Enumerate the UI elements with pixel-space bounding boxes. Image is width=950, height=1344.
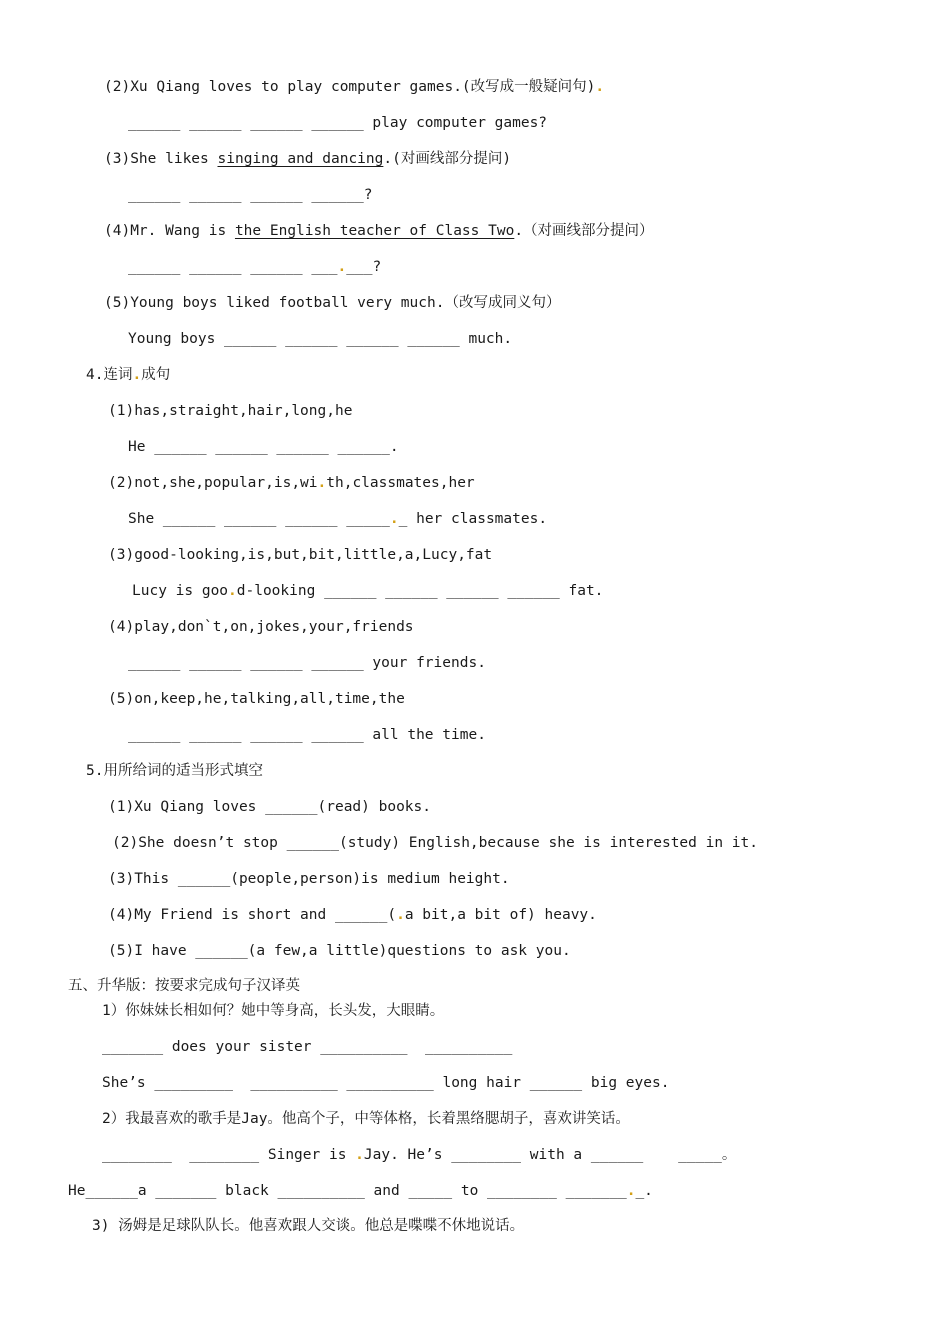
s3-q2-answer: ______ ______ ______ ______ play computer games? xyxy=(128,115,548,131)
marker-dot: . xyxy=(317,475,327,491)
marker-dot: . xyxy=(396,907,405,923)
s4-q2-words: (2)not,she,popular,is,wi.th,classmates,her xyxy=(108,475,475,491)
s4-q3-answer: Lucy is goo.d-looking ______ ______ ______ ______ fat. xyxy=(132,583,604,599)
p5-q1-line1: _______ does your sister __________ __________ xyxy=(102,1039,513,1055)
s4-q1-answer: He ______ ______ ______ ______. xyxy=(128,439,399,455)
marker-dot: . xyxy=(595,79,605,95)
p5-q3-prompt: 3) 汤姆是足球队队长。他喜欢跟人交谈。他总是喋喋不休地说话。 xyxy=(92,1218,525,1234)
marker-dot: . xyxy=(389,511,399,527)
underlined-phrase: singing and dancing xyxy=(217,151,384,167)
s3-q5-answer: Young boys ______ ______ ______ ______ much. xyxy=(128,331,513,347)
section5-title: 5.用所给词的适当形式填空 xyxy=(86,763,263,779)
s3-q3-answer: ______ ______ ______ ______? xyxy=(128,187,373,203)
s5-q1: (1)Xu Qiang loves ______(read) books. xyxy=(108,799,432,815)
s5-q5: (5)I have ______(a few,a little)questions to ask you. xyxy=(108,943,571,959)
p5-q2-line1: ________ ________ Singer is .Jay. He’s ________ with a ______ _____。 xyxy=(102,1147,737,1163)
p5-q2-line2: He______a _______ black __________ and _____ to ________ _______._. xyxy=(68,1183,653,1199)
marker-dot: . xyxy=(132,367,142,383)
s4-q4-words: (4)play,don`t,on,jokes,your,friends xyxy=(108,619,414,635)
marker-dot: . xyxy=(626,1183,636,1199)
s3-q4-answer: ______ ______ ______ ___.___? xyxy=(128,259,382,275)
p5-q1-prompt: 1）你妹妹长相如何？她中等身高，长头发，大眼睛。 xyxy=(102,1003,445,1019)
marker-dot: . xyxy=(355,1147,364,1163)
s3-q4-question: (4)Mr. Wang is the English teacher of Class Two.（对画线部分提问） xyxy=(104,223,654,239)
marker-dot: . xyxy=(337,259,347,275)
s5-q2: (2)She doesn’t stop ______(study) English,because she is interested in it. xyxy=(112,835,759,851)
p5-q1-line2: She’s _________ __________ __________ long hair ______ big eyes. xyxy=(102,1075,670,1091)
s4-q5-answer: ______ ______ ______ ______ all the time. xyxy=(128,727,486,743)
marker-dot: . xyxy=(228,583,237,599)
s4-q5-words: (5)on,keep,he,talking,all,time,the xyxy=(108,691,405,707)
section4-title: 4.连词.成句 xyxy=(86,367,171,383)
s3-q3-question: (3)She likes singing and dancing.(对画线部分提问) xyxy=(104,151,512,167)
s5-q4: (4)My Friend is short and ______(.a bit,a bit of) heavy. xyxy=(108,907,597,923)
p5-q2-prompt: 2）我最喜欢的歌手是Jay。他高个子，中等体格，长着黑络腮胡子，喜欢讲笑话。 xyxy=(102,1111,630,1127)
s3-q5-question: (5)Young boys liked football very much.（改写成同义句） xyxy=(104,295,561,311)
s4-q4-answer: ______ ______ ______ ______ your friends. xyxy=(128,655,486,671)
s4-q2-answer: She ______ ______ ______ _____._ her classmates. xyxy=(128,511,548,527)
s5-q3: (3)This ______(people,person)is medium height. xyxy=(108,871,510,887)
s4-q1-words: (1)has,straight,hair,long,he xyxy=(108,403,353,419)
part5-title: 五、升华版：按要求完成句子汉译英 xyxy=(68,978,300,994)
s3-q2-question: (2)Xu Qiang loves to play computer games.(改写成一般疑问句). xyxy=(104,79,605,95)
s4-q3-words: (3)good-looking,is,but,bit,little,a,Lucy,fat xyxy=(108,547,493,563)
underlined-phrase: the English teacher of Class Two xyxy=(234,223,515,239)
